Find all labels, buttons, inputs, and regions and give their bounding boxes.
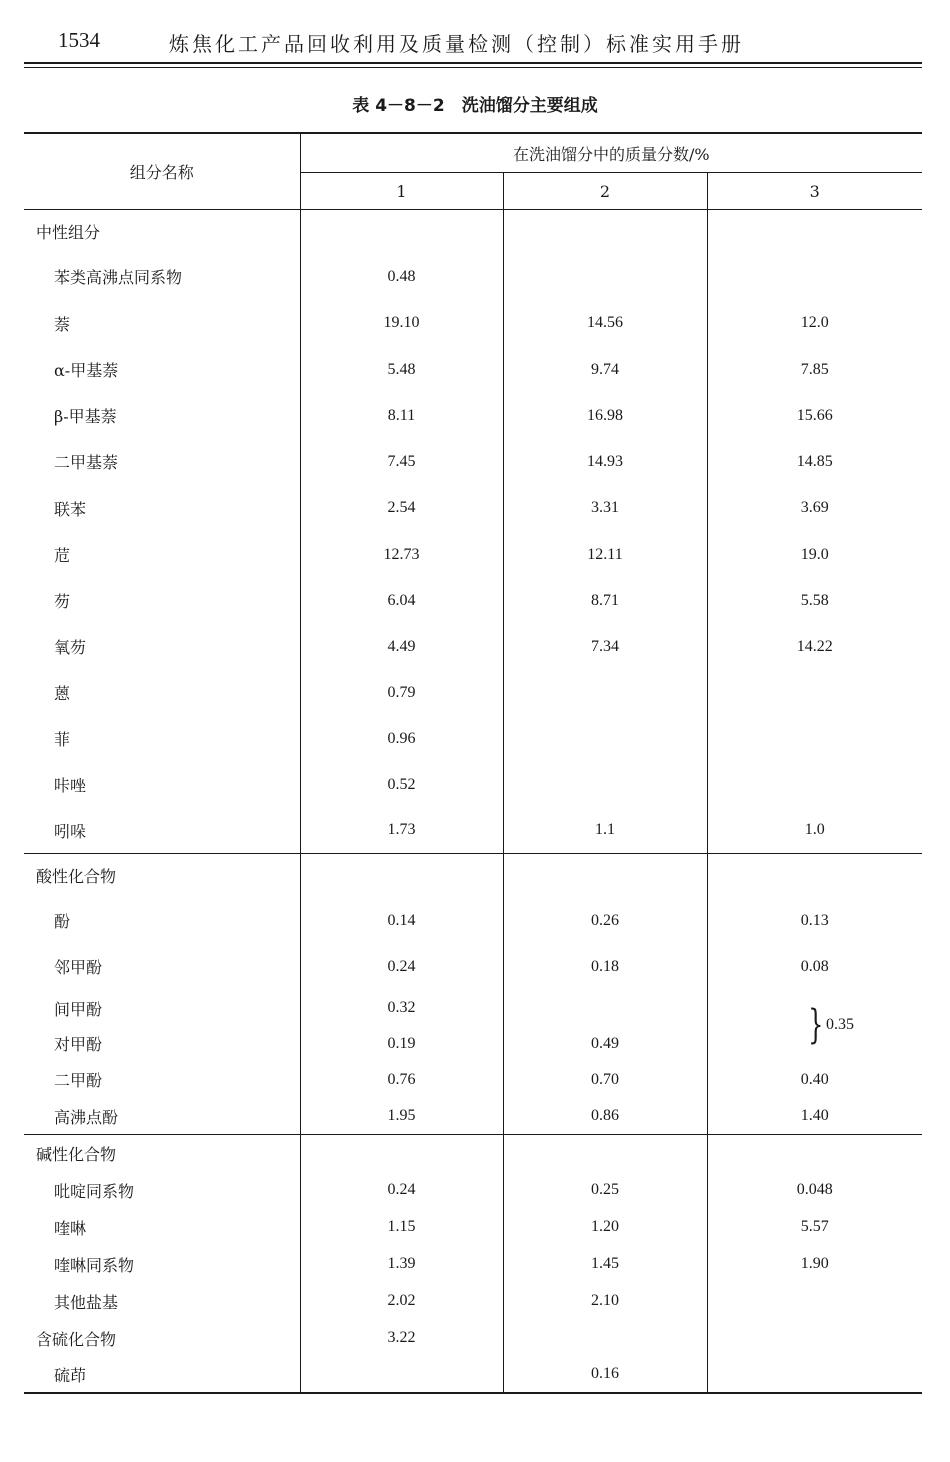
component-name-cell: 二甲酚 — [54, 1071, 103, 1090]
value-cell-col-3: 19.0 — [707, 532, 922, 578]
value-cell-col-1 — [300, 854, 503, 898]
value-cell-col-2 — [503, 854, 707, 898]
value-cell-col-2 — [503, 990, 707, 1027]
value-cell-col-3: 0.08 — [707, 944, 922, 990]
table-title: 表 4－8－2 洗油馏分主要组成 — [352, 96, 598, 116]
value-cell-col-2: 0.18 — [503, 944, 707, 990]
value-cell-col-2: 9.74 — [503, 347, 707, 393]
table-row — [24, 578, 922, 624]
header-rule-thick — [24, 62, 922, 64]
group-row — [24, 210, 922, 254]
table-row — [24, 1357, 922, 1393]
component-name-cell: 苯类高沸点同系物 — [54, 268, 183, 287]
component-name-cell: 联苯 — [54, 499, 87, 519]
value-cell-col-3: 14.22 — [707, 624, 922, 670]
table-row — [24, 1246, 922, 1283]
value-cell-col-1: 0.48 — [300, 254, 503, 300]
value-cell-col-1 — [300, 210, 503, 254]
component-name-cell: 间甲酚 — [54, 999, 103, 1019]
component-name-cell: 高沸点酚 — [24, 1099, 300, 1135]
component-name-cell: 其他盐基 — [54, 1292, 119, 1312]
value-cell-col-2: 0.49 — [503, 1027, 707, 1061]
value-cell-col-3: 0.13 — [707, 898, 922, 944]
value-cell-col-2: 14.56 — [503, 300, 707, 347]
value-cell-col-3 — [707, 716, 922, 762]
value-cell-col-3: 1.90 — [707, 1246, 922, 1283]
value-cell-col-2: 16.98 — [503, 393, 707, 439]
value-cell-col-1: 2.02 — [300, 1283, 503, 1320]
table-row — [24, 716, 922, 762]
component-name-cell: 喹啉 — [54, 1218, 87, 1238]
value-cell-col-2: 3.31 — [503, 485, 707, 532]
value-cell-col-2: 1.45 — [503, 1246, 707, 1283]
value-cell-col-3 — [707, 762, 922, 808]
value-cell-col-2: 0.70 — [503, 1061, 707, 1099]
value-cell-col-3 — [707, 254, 922, 300]
value-cell-col-1: 2.54 — [300, 485, 503, 532]
component-name-cell: 芴 — [54, 592, 71, 611]
component-name-cell: 邻甲酚 — [54, 958, 103, 977]
value-cell-col-3: 15.66 — [707, 393, 922, 439]
value-cell-col-3 — [707, 1283, 922, 1320]
value-cell-col-3: 12.0 — [707, 300, 922, 347]
right-brace-icon: } — [807, 1001, 823, 1048]
value-cell-col-1: 1.73 — [300, 808, 503, 854]
group-name-cell: 中性组分 — [36, 223, 101, 243]
table-row — [24, 300, 922, 347]
value-cell-col-3: 1.40 — [707, 1099, 922, 1135]
table-row — [24, 808, 922, 854]
table-row — [24, 762, 922, 808]
group-row — [24, 854, 922, 898]
group-row — [24, 1135, 922, 1172]
value-cell-col-1: 0.24 — [300, 944, 503, 990]
value-cell-col-2: 7.34 — [503, 624, 707, 670]
value-cell-col-2: 0.25 — [503, 1172, 707, 1209]
value-cell-col-2: 1.20 — [503, 1209, 707, 1246]
value-cell-col-1: 19.10 — [300, 300, 503, 347]
bracket-note — [803, 1001, 854, 1048]
table-row — [24, 1061, 922, 1099]
column-header-1: 1 — [300, 173, 503, 210]
table-row — [24, 254, 922, 300]
value-cell-col-2: 0.26 — [503, 898, 707, 944]
table-row — [24, 990, 922, 1027]
component-name-cell: 喹啉同系物 — [54, 1255, 135, 1275]
value-cell-col-1: 7.45 — [300, 439, 503, 485]
value-cell-col-2 — [503, 254, 707, 300]
value-cell-col-2 — [503, 210, 707, 254]
value-cell-col-2: 8.71 — [503, 578, 707, 624]
column-header-2: 2 — [503, 173, 707, 210]
value-cell-col-3 — [707, 1357, 922, 1393]
value-cell-col-3 — [707, 854, 922, 898]
component-name-cell: 对甲酚 — [54, 1035, 103, 1054]
value-cell-col-3 — [707, 1001, 922, 1061]
value-cell-col-1: 1.39 — [300, 1246, 503, 1283]
table-row — [24, 1172, 922, 1209]
value-cell-col-1: 0.24 — [300, 1172, 503, 1209]
value-cell-col-2: 2.10 — [503, 1283, 707, 1320]
group-row — [24, 1320, 922, 1357]
value-cell-col-3 — [707, 1320, 922, 1357]
group-name-cell: 含硫化合物 — [36, 1329, 117, 1349]
value-cell-col-3: 0.048 — [707, 1172, 922, 1209]
value-cell-col-3: 3.69 — [707, 485, 922, 532]
group-name-cell: 碱性化合物 — [36, 1144, 117, 1164]
value-cell-col-3: 1.0 — [707, 808, 922, 854]
component-name-cell: β-甲基萘 — [54, 407, 117, 426]
value-cell-col-2: 0.16 — [503, 1357, 707, 1393]
value-cell-col-1 — [300, 1357, 503, 1393]
value-cell-col-3: 14.85 — [707, 439, 922, 485]
value-cell-col-1: 0.79 — [300, 670, 503, 716]
value-cell-col-1: 4.49 — [300, 624, 503, 670]
value-cell-col-2: 1.1 — [503, 808, 707, 854]
table-row — [24, 1209, 922, 1246]
value-cell-col-3: 7.85 — [707, 347, 922, 393]
value-cell-col-1: 0.19 — [300, 1027, 503, 1061]
table-row — [24, 1099, 922, 1135]
value-cell-col-3 — [707, 1135, 922, 1172]
table-row — [24, 1027, 922, 1061]
bracket-value: 0.35 — [825, 1015, 854, 1033]
component-name-cell: α-甲基萘 — [54, 361, 119, 380]
table-row — [24, 624, 922, 670]
table-row — [24, 347, 922, 393]
table-row — [24, 439, 922, 485]
page-header — [24, 22, 922, 62]
table-row — [24, 944, 922, 990]
component-name-cell: 蒽 — [54, 684, 71, 703]
component-name-cell: 酚 — [54, 912, 71, 931]
header-rule-thin — [24, 67, 922, 68]
value-cell-col-3 — [707, 210, 922, 254]
value-cell-col-1: 0.32 — [300, 990, 503, 1027]
component-name-cell: 硫茚 — [24, 1357, 300, 1393]
column-header-3: 3 — [707, 173, 922, 210]
component-name-cell: 吡啶同系物 — [54, 1181, 135, 1201]
value-cell-col-2 — [503, 716, 707, 762]
value-cell-col-1: 1.95 — [300, 1099, 503, 1135]
value-cell-col-3: 5.58 — [707, 578, 922, 624]
value-cell-col-3: 5.57 — [707, 1209, 922, 1246]
value-cell-col-2 — [503, 1135, 707, 1172]
book-title: 炼焦化工产品回收利用及质量检测（控制）标准实用手册 — [169, 32, 744, 56]
group-name-cell: 酸性化合物 — [36, 867, 117, 887]
value-cell-col-2 — [503, 670, 707, 716]
table-row — [24, 1283, 922, 1320]
value-cell-col-1 — [300, 1135, 503, 1172]
composition-table — [24, 132, 922, 1394]
table-row — [24, 670, 922, 716]
value-cell-col-2 — [503, 762, 707, 808]
value-cell-col-3: 0.40 — [707, 1061, 922, 1099]
component-name-cell: 菲 — [54, 730, 71, 749]
value-cell-col-2: 14.93 — [503, 439, 707, 485]
value-cell-col-1: 12.73 — [300, 532, 503, 578]
value-cell-col-1: 5.48 — [300, 347, 503, 393]
value-cell-col-1: 6.04 — [300, 578, 503, 624]
value-cell-col-1: 0.96 — [300, 716, 503, 762]
value-cell-col-1: 0.52 — [300, 762, 503, 808]
value-cell-col-1: 0.76 — [300, 1061, 503, 1099]
component-name-cell: 二甲基萘 — [54, 453, 119, 472]
value-cell-col-2: 12.11 — [503, 532, 707, 578]
value-cell-col-3 — [707, 670, 922, 716]
component-name-cell: 苊 — [54, 546, 71, 565]
mass-fraction-header: 在洗油馏分中的质量分数/% — [300, 133, 922, 173]
value-cell-col-1: 1.15 — [300, 1209, 503, 1246]
value-cell-col-2: 0.86 — [503, 1099, 707, 1135]
component-name-cell: 咔唑 — [54, 776, 87, 795]
table-body — [24, 210, 922, 1393]
table-row — [24, 393, 922, 439]
name-column-header: 组分名称 — [24, 133, 300, 210]
page-number: 1534 — [58, 28, 100, 52]
component-name-cell: 吲哚 — [24, 808, 300, 854]
value-cell-col-1: 3.22 — [300, 1320, 503, 1357]
table-row — [24, 898, 922, 944]
component-name-cell: 氧芴 — [54, 638, 87, 657]
value-cell-col-2 — [503, 1320, 707, 1357]
value-cell-col-1: 8.11 — [300, 393, 503, 439]
table-row — [24, 532, 922, 578]
table-row — [24, 485, 922, 532]
value-cell-col-1: 0.14 — [300, 898, 503, 944]
component-name-cell: 萘 — [54, 314, 71, 334]
